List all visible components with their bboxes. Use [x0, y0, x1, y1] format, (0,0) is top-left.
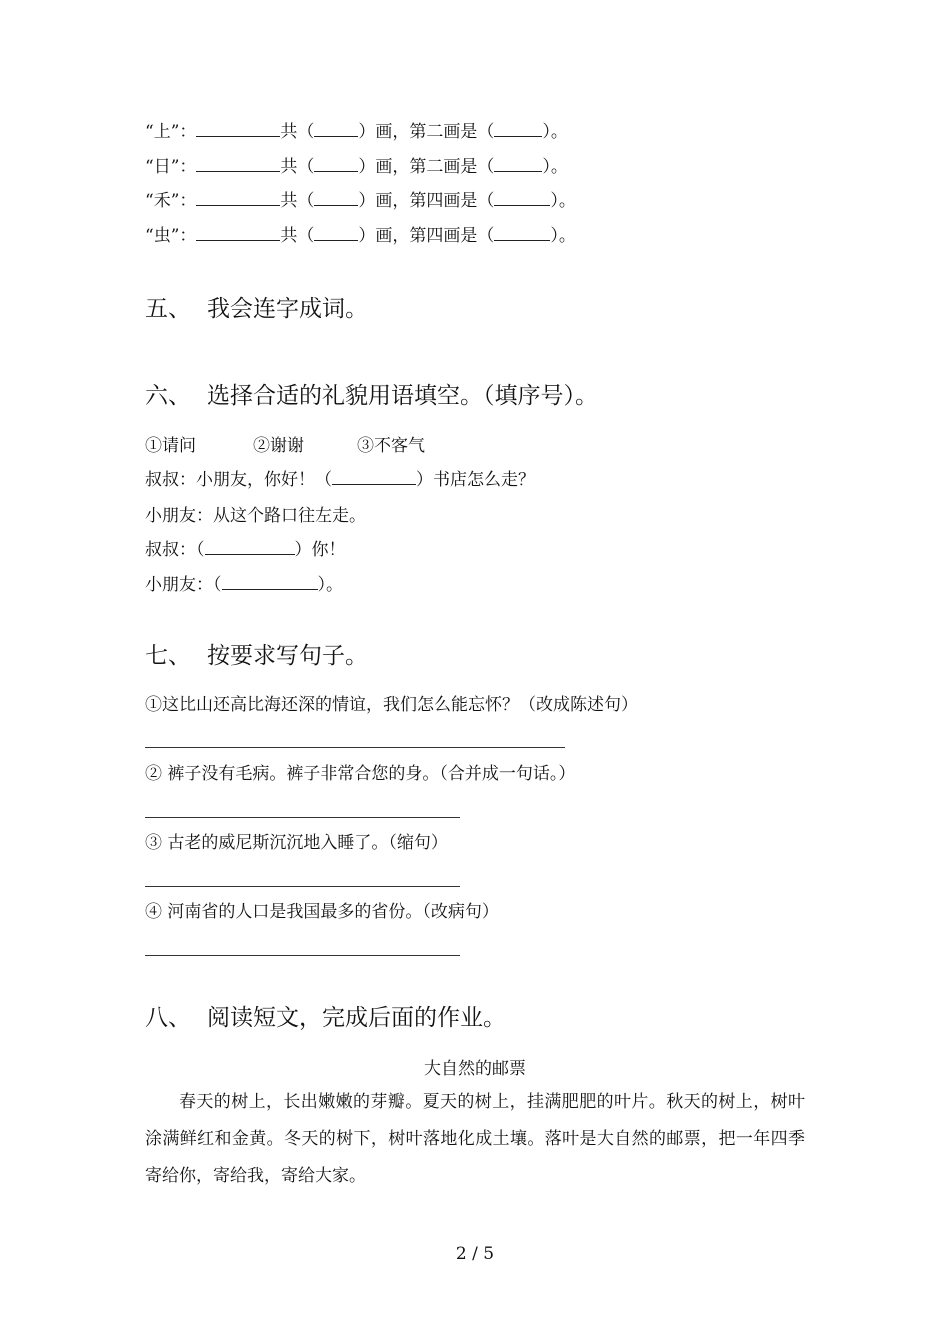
- stroke-row-shang: [145, 121, 568, 143]
- row-text: ）。: [550, 226, 576, 246]
- dialog-text: ）你！: [294, 540, 346, 560]
- section-number: 八、: [145, 1005, 191, 1031]
- answer-line[interactable]: [145, 955, 460, 956]
- dialog-text: 小朋友：（: [145, 575, 222, 595]
- stroke-row-chong: [145, 225, 576, 247]
- section-title: 阅读短文，完成后面的作业。: [207, 1005, 506, 1031]
- dialog-line: [145, 539, 346, 561]
- passage-title: 大自然的邮票: [424, 1059, 526, 1079]
- answer-blank[interactable]: [494, 157, 542, 172]
- answer-line[interactable]: [145, 747, 565, 748]
- answer-blank[interactable]: [196, 191, 280, 206]
- answer-blank[interactable]: [494, 226, 550, 241]
- answer-blank[interactable]: [314, 191, 358, 206]
- answer-blank[interactable]: [205, 540, 295, 555]
- dialog-line: [145, 574, 343, 596]
- row-text: 共（: [280, 157, 315, 177]
- answer-line[interactable]: [145, 817, 460, 818]
- section-number: 六、: [145, 383, 191, 409]
- dialog-line: [145, 505, 366, 527]
- dialog-text: 小朋友：从这个路口往左走。: [145, 506, 366, 526]
- row-text: ）画，第二画是（: [358, 157, 495, 177]
- char-label: “日”：: [145, 157, 197, 177]
- row-text: 共（: [280, 122, 315, 142]
- section-number: 七、: [145, 643, 191, 669]
- row-text: ）。: [550, 191, 576, 211]
- row-text: ）。: [542, 122, 568, 142]
- row-text: ）画，第二画是（: [358, 122, 495, 142]
- char-label: “虫”：: [145, 226, 197, 246]
- sentence-task: ③ 古老的威尼斯沉沉地入睡了。（缩句）: [145, 833, 448, 853]
- char-label: “禾”：: [145, 191, 197, 211]
- answer-blank[interactable]: [314, 226, 358, 241]
- row-text: ）。: [542, 157, 568, 177]
- sentence-task: ④ 河南省的人口是我国最多的省份。（改病句）: [145, 902, 499, 922]
- answer-blank[interactable]: [314, 122, 358, 137]
- section7-heading: [145, 641, 368, 671]
- sentence-task: ①这比山还高比海还深的情谊，我们怎么能忘怀？（改成陈述句）: [145, 695, 638, 715]
- dialog-line: [145, 469, 535, 491]
- dialog-text: ）书店怎么走？: [416, 470, 535, 490]
- answer-blank[interactable]: [222, 575, 318, 590]
- section6-heading: [145, 381, 598, 411]
- char-label: “上”：: [145, 122, 197, 142]
- answer-blank[interactable]: [314, 157, 358, 172]
- sentence-task: ② 裤子没有毛病。裤子非常合您的身。（合并成一句话。）: [145, 764, 576, 784]
- row-text: ）画，第四画是（: [358, 191, 495, 211]
- answer-blank[interactable]: [494, 122, 542, 137]
- answer-blank[interactable]: [196, 122, 280, 137]
- stroke-row-ri: [145, 156, 568, 178]
- answer-blank[interactable]: [494, 191, 550, 206]
- page-number: 2 / 5: [455, 1244, 495, 1264]
- passage-text: 春天的树上，长出嫩嫩的芽瓣。夏天的树上，挂满肥肥的叶片。秋天的树上，树叶涂满鲜红和金黄。冬天的树下，树叶落地化成土壤。落叶是大自然的邮票，把一年四季寄给你，寄给我，寄给大家。: [145, 1092, 805, 1186]
- row-text: 共（: [280, 191, 315, 211]
- section8-heading: [145, 1003, 506, 1033]
- stroke-row-he: [145, 190, 576, 212]
- option-item: ②谢谢: [253, 436, 304, 456]
- option-item: ①请问: [145, 436, 196, 456]
- dialog-text: 叔叔：小朋友，你好！（: [145, 470, 332, 490]
- section-title: 按要求写句子。: [207, 643, 368, 669]
- option-item: ③不客气: [357, 436, 425, 456]
- answer-blank[interactable]: [196, 157, 280, 172]
- section5-heading: [145, 294, 368, 324]
- section-title: 选择合适的礼貌用语填空。（填序号）。: [207, 383, 598, 409]
- answer-blank[interactable]: [332, 470, 416, 485]
- answer-blank[interactable]: [196, 226, 280, 241]
- row-text: 共（: [280, 226, 315, 246]
- politeness-options: [145, 435, 425, 457]
- answer-line[interactable]: [145, 886, 460, 887]
- dialog-text: 叔叔：（: [145, 540, 205, 560]
- section-number: 五、: [145, 296, 191, 322]
- dialog-text: ）。: [317, 575, 343, 595]
- row-text: ）画，第四画是（: [358, 226, 495, 246]
- section-title: 我会连字成词。: [207, 296, 368, 322]
